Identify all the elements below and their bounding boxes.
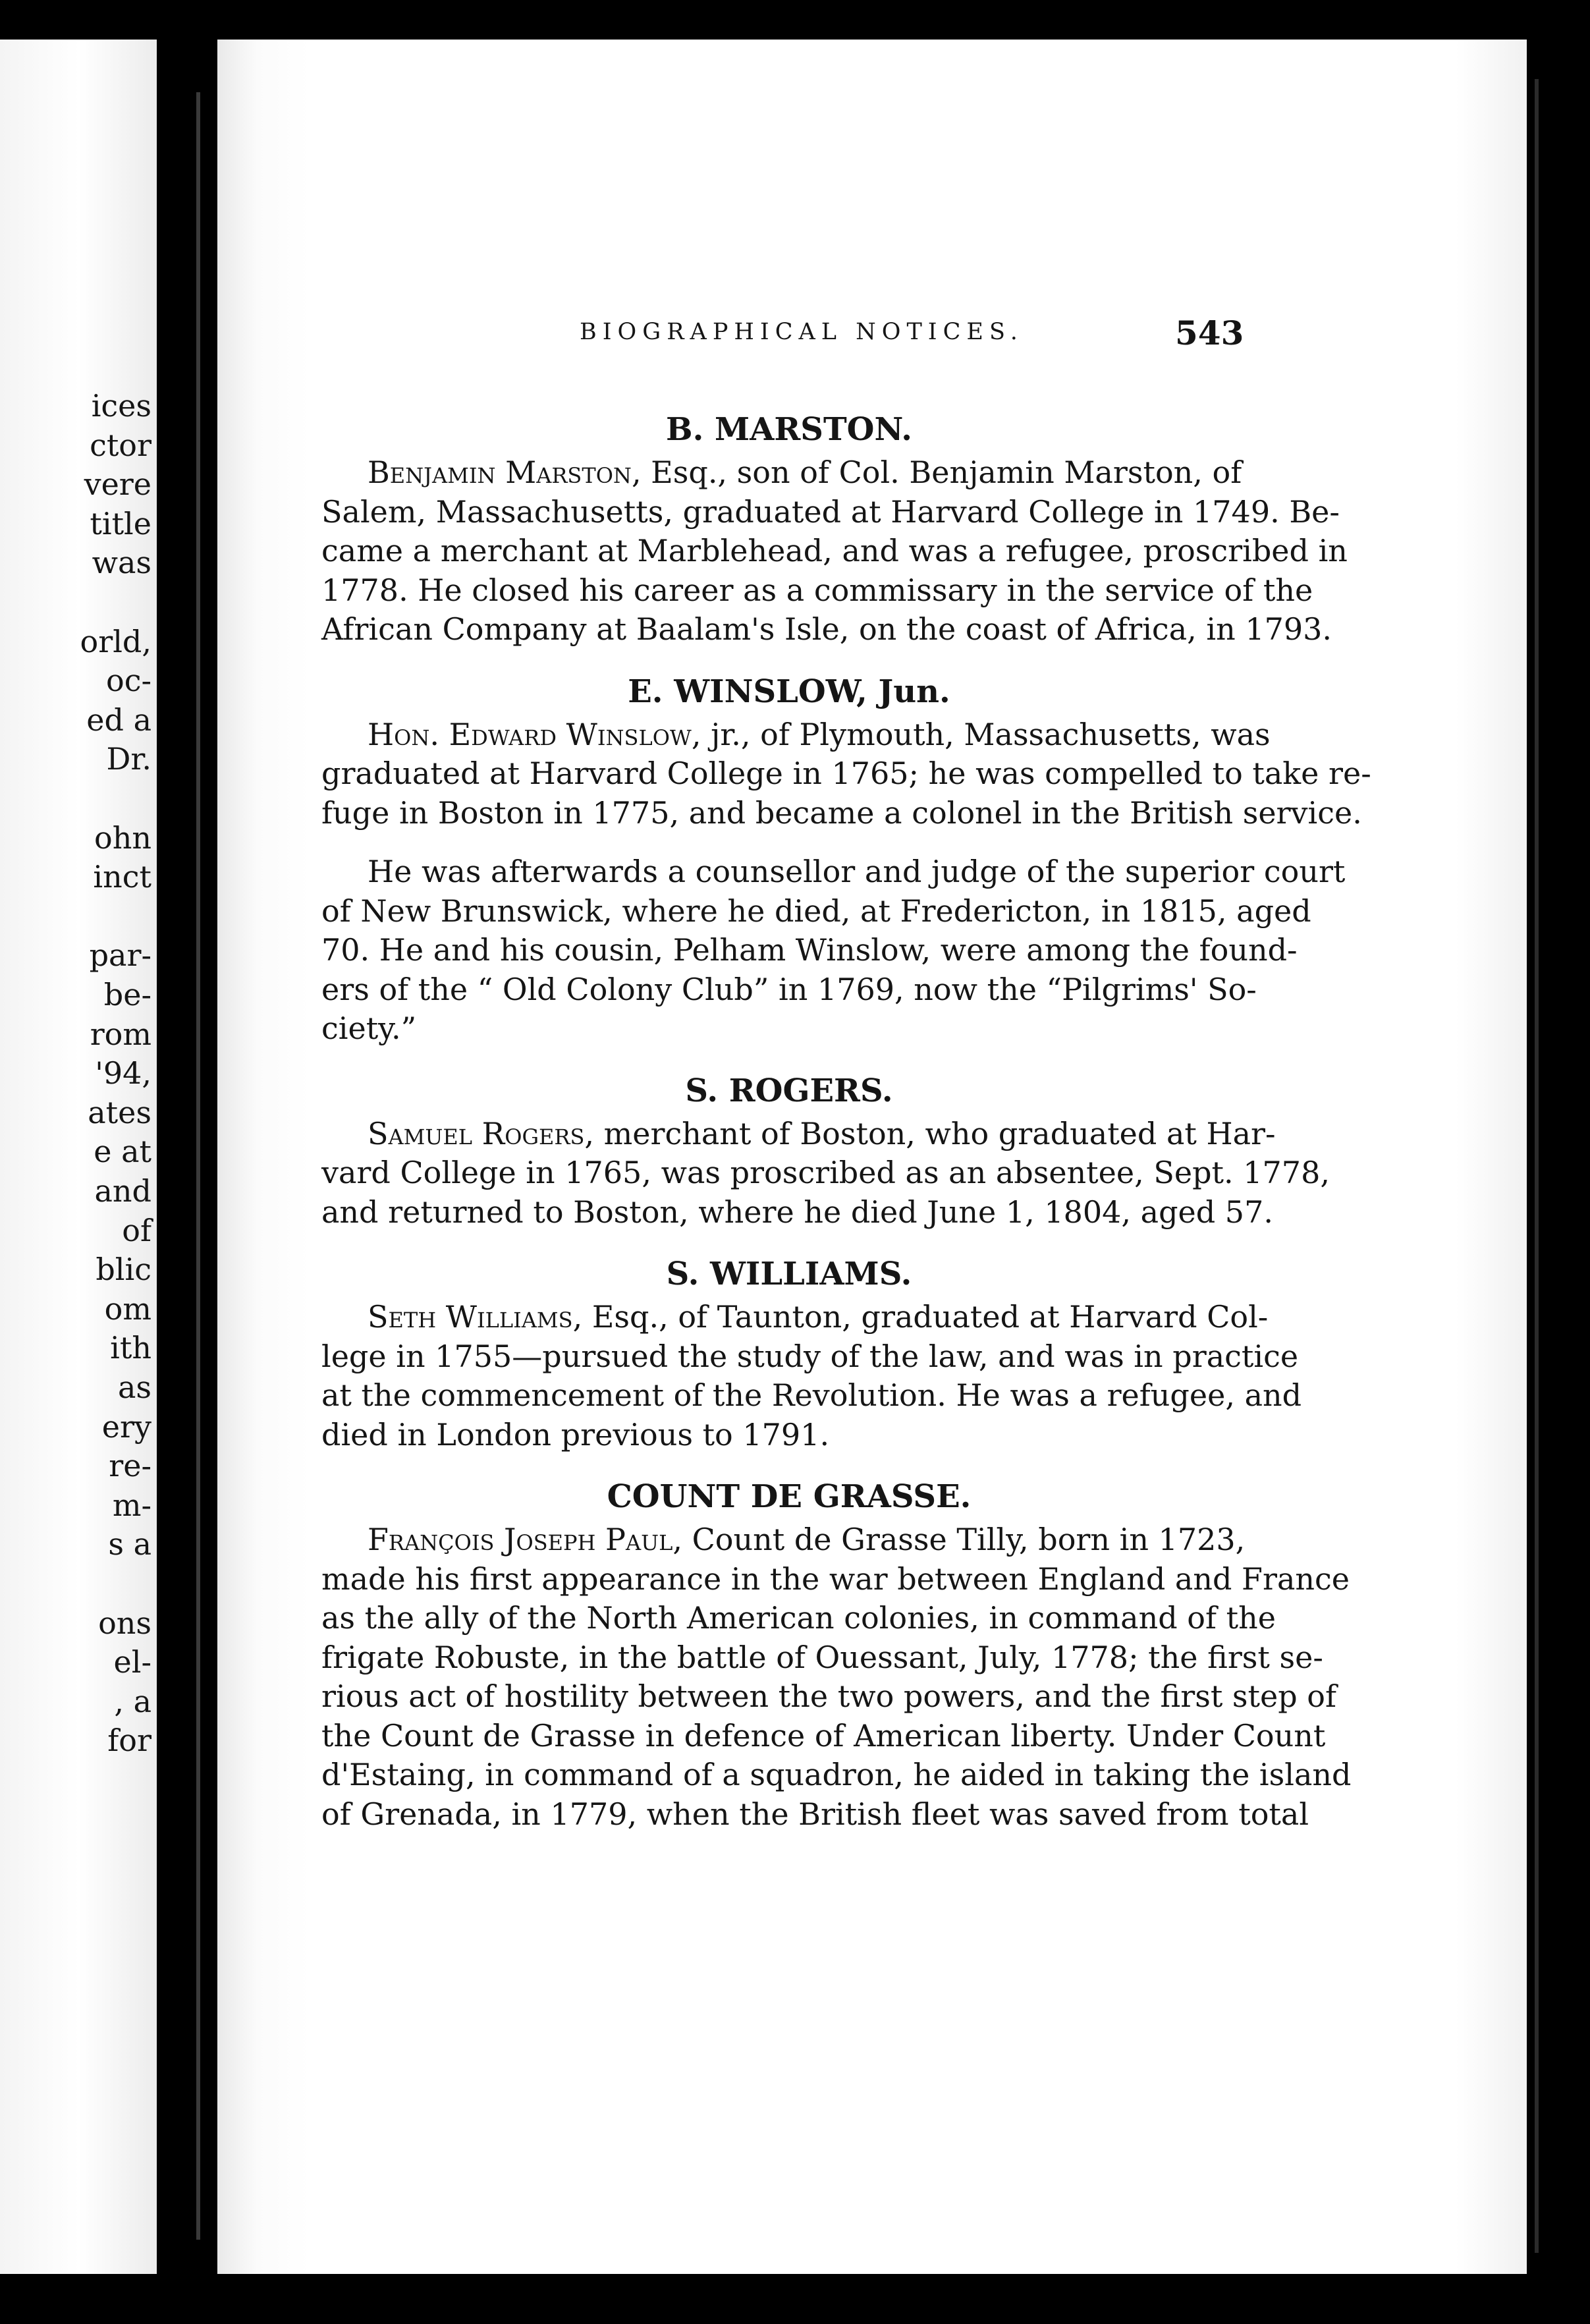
previous-page-fragment: re-: [109, 1448, 151, 1484]
subject-name: François Joseph Paul: [368, 1522, 673, 1557]
paragraph: [321, 715, 1371, 833]
subject-name: Seth Williams: [368, 1299, 573, 1335]
text-line: Benjamin Marston, Esq., son of Col. Benjamin Marston, of: [368, 455, 1242, 490]
previous-page-fragment: was: [92, 545, 151, 581]
text-line: at the commencement of the Revolution. He was a refugee, and: [321, 1377, 1302, 1413]
previous-page-fragment: and: [94, 1173, 151, 1209]
previous-page-fragment: ates: [88, 1094, 151, 1130]
text-line: Seth Williams, Esq., of Taunton, graduated at Harvard Col-: [368, 1299, 1269, 1335]
text-line: of Grenada, in 1779, when the British fleet was saved from total: [321, 1796, 1309, 1832]
previous-page-fragment: of: [122, 1212, 151, 1248]
previous-page-fragment: Dr.: [106, 741, 151, 777]
text-line: Salem, Massachusetts, graduated at Harvard College in 1749. Be-: [321, 493, 1340, 530]
text-line: Hon. Edward Winslow, jr., of Plymouth, Massachusetts, was: [368, 716, 1271, 752]
text-line: died in London previous to 1791.: [321, 1416, 830, 1452]
text-line: vard College in 1765, was proscribed as an absentee, Sept. 1778,: [321, 1155, 1330, 1190]
text-line: ciety.”: [321, 1010, 417, 1046]
previous-page-fragment: ohn: [94, 819, 151, 856]
previous-page-fragment: par-: [89, 937, 151, 974]
text-line: frigate Robuste, in the battle of Ouessant, July, 1778; the first se-: [321, 1639, 1323, 1675]
text-line: fuge in Boston in 1775, and became a colonel in the British service.: [321, 794, 1362, 831]
previous-page-fragment: ctor: [90, 427, 151, 463]
running-head: BIOGRAPHICAL NOTICES.: [580, 319, 1024, 345]
paragraph: [321, 1298, 1302, 1454]
text-line: came a merchant at Marblehead, and was a refugee, proscribed in: [321, 533, 1348, 568]
paragraph: [321, 453, 1348, 650]
text-line: 1778. He closed his career as a commissary in the service of the: [321, 572, 1313, 608]
subject-name: Benjamin Marston: [368, 455, 632, 490]
section-heading: B. MARSTON.: [666, 411, 912, 448]
text-line: made his first appearance in the war between England and France: [321, 1561, 1350, 1597]
scan-border-top: [0, 0, 1590, 40]
previous-page-fragment: inct: [93, 859, 151, 895]
previous-page-fragment: ith: [110, 1330, 151, 1366]
subject-name: Samuel Rogers: [368, 1115, 585, 1151]
scan-border-right-highlight: [1535, 79, 1539, 2253]
text-line: rious act of hostility between the two powers, and the first step of: [321, 1678, 1337, 1714]
section-heading: E. WINSLOW, Jun.: [628, 673, 950, 710]
section-heading: S. WILLIAMS.: [666, 1256, 912, 1292]
previous-page-fragment: be-: [103, 977, 151, 1012]
book-gutter-highlight: [196, 92, 200, 2240]
scan-border-bottom: [0, 2274, 1590, 2324]
page-number: 543: [1175, 314, 1244, 352]
paragraph: [321, 1115, 1330, 1232]
text-line: 70. He and his cousin, Pelham Winslow, were among the found-: [321, 932, 1298, 968]
previous-page-fragment: e at: [94, 1134, 151, 1170]
text-line: lege in 1755—pursued the study of the law, and was in practice: [321, 1338, 1299, 1374]
previous-page-fragment: s a: [108, 1526, 151, 1563]
previous-page-fragment: rom: [90, 1016, 151, 1052]
previous-page-fragment: oc-: [106, 663, 151, 699]
previous-page-fragment: vere: [84, 466, 151, 503]
previous-page-fragment: ery: [101, 1408, 151, 1445]
previous-page-fragment: , a: [114, 1683, 151, 1719]
previous-page-fragment: ices: [91, 388, 151, 424]
section-heading: COUNT DE GRASSE.: [607, 1478, 972, 1515]
subject-name: Hon. Edward Winslow: [368, 716, 692, 752]
previous-page-fragment: as: [117, 1370, 151, 1405]
text-line: of New Brunswick, where he died, at Fredericton, in 1815, aged: [321, 893, 1311, 929]
paragraph: [321, 1520, 1352, 1834]
previous-page-fragment: m-: [112, 1487, 151, 1523]
text-line: He was afterwards a counsellor and judge of the superior court: [368, 854, 1346, 889]
text-line: the Count de Grasse in defence of American liberty. Under Count: [321, 1717, 1326, 1754]
text-line: d'Estaing, in command of a squadron, he aided in taking the island: [321, 1757, 1352, 1792]
text-line: graduated at Harvard College in 1765; he was compelled to take re-: [321, 756, 1371, 791]
paragraph: [321, 852, 1346, 1049]
book-gutter: [157, 0, 217, 2324]
text-line: ers of the “ Old Colony Club” in 1769, now the “Pilgrims' So-: [321, 971, 1257, 1007]
previous-page-fragment: orld,: [80, 623, 151, 659]
text-line: François Joseph Paul, Count de Grasse Tilly, born in 1723,: [368, 1522, 1246, 1557]
text-line: as the ally of the North American colonies, in command of the: [321, 1600, 1276, 1636]
previous-page-fragment: om: [104, 1290, 151, 1327]
text-line: African Company at Baalam's Isle, on the coast of Africa, in 1793.: [321, 611, 1332, 647]
section-heading: S. ROGERS.: [685, 1072, 893, 1109]
previous-page-fragment: blic: [96, 1252, 151, 1288]
previous-page-fragment: ed a: [86, 702, 151, 738]
previous-page-fragment: for: [107, 1723, 151, 1759]
previous-page-fragment: ons: [98, 1605, 151, 1641]
biographical-notices-text: [321, 407, 1371, 1854]
previous-page-fragment: title: [90, 505, 151, 541]
previous-page-fragment: '94,: [95, 1055, 151, 1092]
previous-page-fragment: el-: [113, 1644, 151, 1680]
text-line: Samuel Rogers, merchant of Boston, who graduated at Har-: [368, 1115, 1276, 1151]
text-line: and returned to Boston, where he died June 1, 1804, aged 57.: [321, 1194, 1273, 1230]
